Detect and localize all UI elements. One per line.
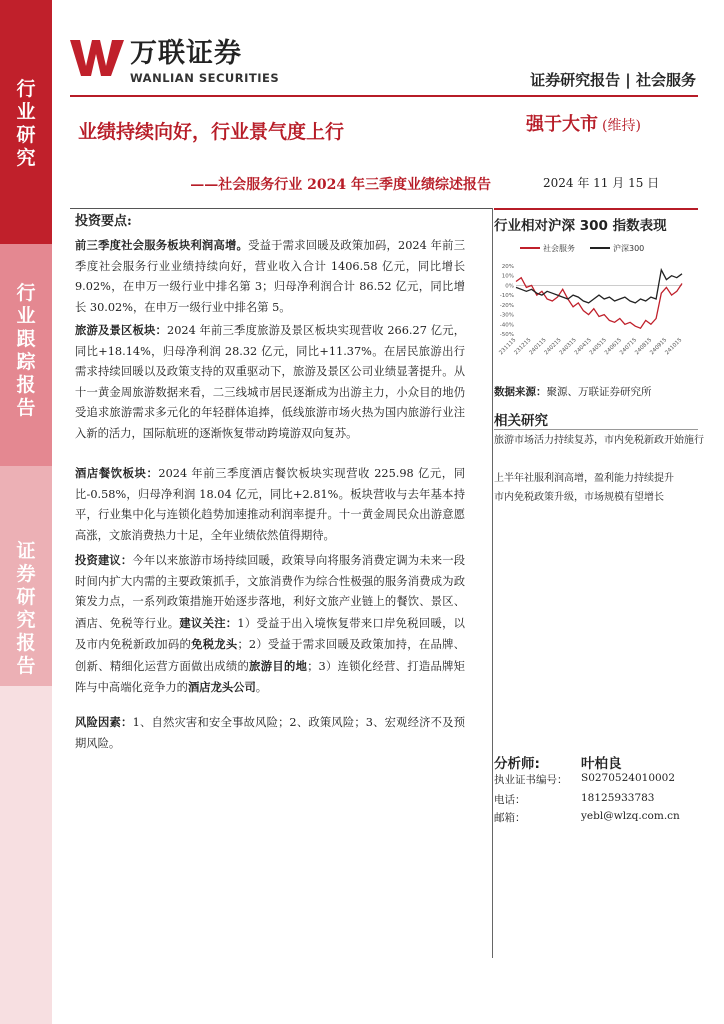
phone-value: 18125933783 <box>581 792 655 804</box>
y-tick-label: -40% <box>499 322 514 329</box>
sidebar-label-securities <box>16 540 35 678</box>
phone-label: 电话： <box>494 794 526 806</box>
rating <box>526 110 641 136</box>
sidebar-char: 行 <box>16 78 36 100</box>
paragraph-profit <box>75 235 465 318</box>
sidebar-label-research <box>16 78 35 170</box>
analyst-name: 叶柏良 <box>581 756 622 772</box>
sidebar-char: 业 <box>16 101 36 123</box>
report-subtitle: ——社会服务行业 2024 年三季度业绩综述报告 <box>190 177 491 193</box>
sidebar-char: 券 <box>16 563 36 585</box>
sidebar-section-research <box>0 0 52 244</box>
paragraph-tourism-text: 2024 年前三季度旅游及景区板块实现营收 266.27 亿元，同比+18.14%，归母净利润 28.32 亿元，同比+11.37%。在居民旅游出行需求持续回暖以及政策支持的双重驱动下，旅游及景区公司业绩显著提升。从十一黄金周旅游数据来看，二三线城市居民逐渐成为出游主力，小众目的地仍受追求旅游需求多元化的年轻群体追捧，低线旅游市场火热为国内旅游行业注入新的活力，国际航班的逐渐恢复带动跨境游双向复苏。 <box>75 324 465 440</box>
paragraph-suggestion <box>75 550 465 699</box>
sidebar-char: 究 <box>16 147 36 169</box>
related-research-heading: 相关研究 <box>494 413 548 429</box>
sidebar-char: 行 <box>16 282 36 304</box>
logo-chinese-name: 万联证券 <box>130 38 242 69</box>
investment-heading: 投资要点: <box>75 214 132 229</box>
analyst-label: 分析师: <box>494 756 540 772</box>
header-divider <box>70 95 698 97</box>
x-tick-label: 231215 <box>513 337 533 357</box>
email-value[interactable]: yebl@wlzq.com.cn <box>581 810 680 822</box>
rating-main: 强于大市 <box>526 114 598 135</box>
suggestion-destination: 旅游目的地 <box>249 658 308 673</box>
y-tick-label: 10% <box>501 273 514 280</box>
sidebar-char: 告 <box>16 655 36 677</box>
sidebar-label-tracking <box>16 282 35 420</box>
company-logo <box>70 40 279 85</box>
data-source-label: 数据来源： <box>494 386 547 398</box>
related-divider <box>494 429 698 430</box>
column-separator <box>492 208 493 958</box>
sidebar-char: 究 <box>16 609 36 631</box>
rating-sub: (维持) <box>602 118 641 134</box>
report-date: 2024 年 11 月 15 日 <box>543 176 660 190</box>
paragraph-hotel-text: 2024 年前三季度酒店餐饮板块实现营收 225.98 亿元，同比-0.58%，归母净利润 18.04 亿元，同比+2.81%。板块营收与去年基本持平，行业集中化与连锁化趋势加速推动利润率提升。十一黄金周民众出游意愿高涨，文旅消费热力十足，全年业绩依然值得期待。 <box>75 467 465 542</box>
x-tick-label: 240515 <box>588 337 608 357</box>
left-divider <box>70 208 492 209</box>
x-tick-label: 240615 <box>603 337 624 357</box>
x-tick-label: 240415 <box>573 337 593 357</box>
email-label: 邮箱： <box>494 812 526 824</box>
report-category: 证券研究报告 | 社会服务 <box>530 71 696 89</box>
paragraph-tourism <box>75 320 465 444</box>
suggestion-hotel: 酒店龙头公司 <box>187 680 256 694</box>
sidebar-char: 报 <box>16 374 36 396</box>
paragraph-hotel <box>75 463 465 546</box>
logo-english-name: WANLIAN SECURITIES <box>130 71 280 85</box>
sidebar <box>0 0 52 1024</box>
y-tick-label: -20% <box>499 302 514 309</box>
paragraph-risk <box>75 712 465 754</box>
sidebar-char: 研 <box>16 124 36 146</box>
x-tick-label: 240315 <box>558 337 578 357</box>
legend-label: 沪深300 <box>613 244 645 253</box>
risk-text: 1、自然灾害和安全事故风险；2、政策风险；3、宏观经济不及预期风险。 <box>75 716 465 750</box>
sidebar-char: 研 <box>16 586 36 608</box>
data-source <box>494 384 652 399</box>
series-line-沪深300 <box>516 270 682 303</box>
paragraph-tourism-lead: 旅游及景区板块： <box>75 323 168 337</box>
y-tick-label: -10% <box>499 293 514 300</box>
y-tick-label: -50% <box>499 332 514 338</box>
legend-label: 社会服务 <box>543 244 575 253</box>
sidebar-section-tracking <box>0 244 52 466</box>
suggestion-focus: 建议关注： <box>179 615 238 630</box>
suggestion-text-a: 今年以来旅游市场持续回暖，政策导向将服务消费定调为未来一段时间内扩大内需的主要政策抓手，文旅消费作为综合性极强的服务消费成为政策发力点，一系列政策措施开始逐步落地，利好文旅产业链上的餐饮、景区、酒店、免税等行业。 <box>75 554 465 630</box>
suggestion-text-b: 1）受益于出入境恢复带来口岸免税回暖，以及市内免税新政加码的 <box>75 616 465 651</box>
x-tick-label: 240815 <box>634 337 654 357</box>
risk-lead: 风险因素： <box>75 715 133 729</box>
report-title: 业绩持续向好，行业景气度上行 <box>78 121 345 143</box>
license-value: S0270524010002 <box>581 772 676 784</box>
sidebar-char: 报 <box>16 632 36 654</box>
suggestion-text-c: ；2）受益于需求回暖及政策加持，在品牌、创新、精细化运营方面做出成绩的 <box>75 638 465 673</box>
paragraph-profit-lead: 前三季度社会服务板块利润高增。 <box>75 238 249 252</box>
sidebar-char: 告 <box>16 397 36 419</box>
x-tick-label: 240915 <box>649 337 669 357</box>
sidebar-section-securities <box>0 466 52 686</box>
x-tick-label: 240215 <box>543 337 563 357</box>
data-source-text: 聚源、万联证券研究所 <box>546 386 652 398</box>
sidebar-char: 跟 <box>16 328 36 350</box>
sidebar-char: 业 <box>16 305 36 327</box>
suggestion-text-d: ；3）连锁化经营、打造品牌矩阵与中高端化竞争力的 <box>75 659 465 694</box>
right-divider <box>494 208 698 210</box>
wanlian-logo-icon <box>70 40 124 76</box>
suggestion-lead: 投资建议： <box>75 553 133 567</box>
related-item[interactable]: 市内免税政策升级，市场规模有望增长 <box>494 492 664 503</box>
y-tick-label: -30% <box>499 312 514 319</box>
y-tick-label: 0% <box>505 283 514 290</box>
related-item[interactable]: 旅游市场活力持续复苏，市内免税新政开始施行 <box>494 435 704 446</box>
paragraph-hotel-lead: 酒店餐饮板块： <box>75 466 159 480</box>
paragraph-profit-text: 受益于需求回暖及政策加码，2024 年前三季度社会服务行业业绩持续向好，营业收入合计 1406.58 亿元，同比增长 9.02%，在申万一级行业中排名第 3；归母净利润合计 86.52 亿元，同比增长 30.02%，在申万一级行业中排名第 5。 <box>75 239 465 314</box>
sidebar-char: 证 <box>16 540 36 562</box>
suggestion-dutyfree: 免税龙头 <box>191 637 238 651</box>
related-item[interactable]: 上半年社服利润高增，盈利能力持续提升 <box>494 473 674 484</box>
x-tick-label: 231115 <box>498 337 518 357</box>
x-tick-label: 240715 <box>619 337 639 357</box>
sidebar-char: 踪 <box>16 351 36 373</box>
x-tick-label: 241015 <box>664 337 684 357</box>
x-tick-label: 240115 <box>528 337 548 357</box>
suggestion-text-e: 。 <box>255 681 268 694</box>
license-label: 执业证书编号： <box>494 774 568 786</box>
relative-performance-chart <box>494 238 698 372</box>
y-tick-label: 20% <box>501 264 514 270</box>
chart-title: 行业相对沪深 300 指数表现 <box>494 218 667 234</box>
